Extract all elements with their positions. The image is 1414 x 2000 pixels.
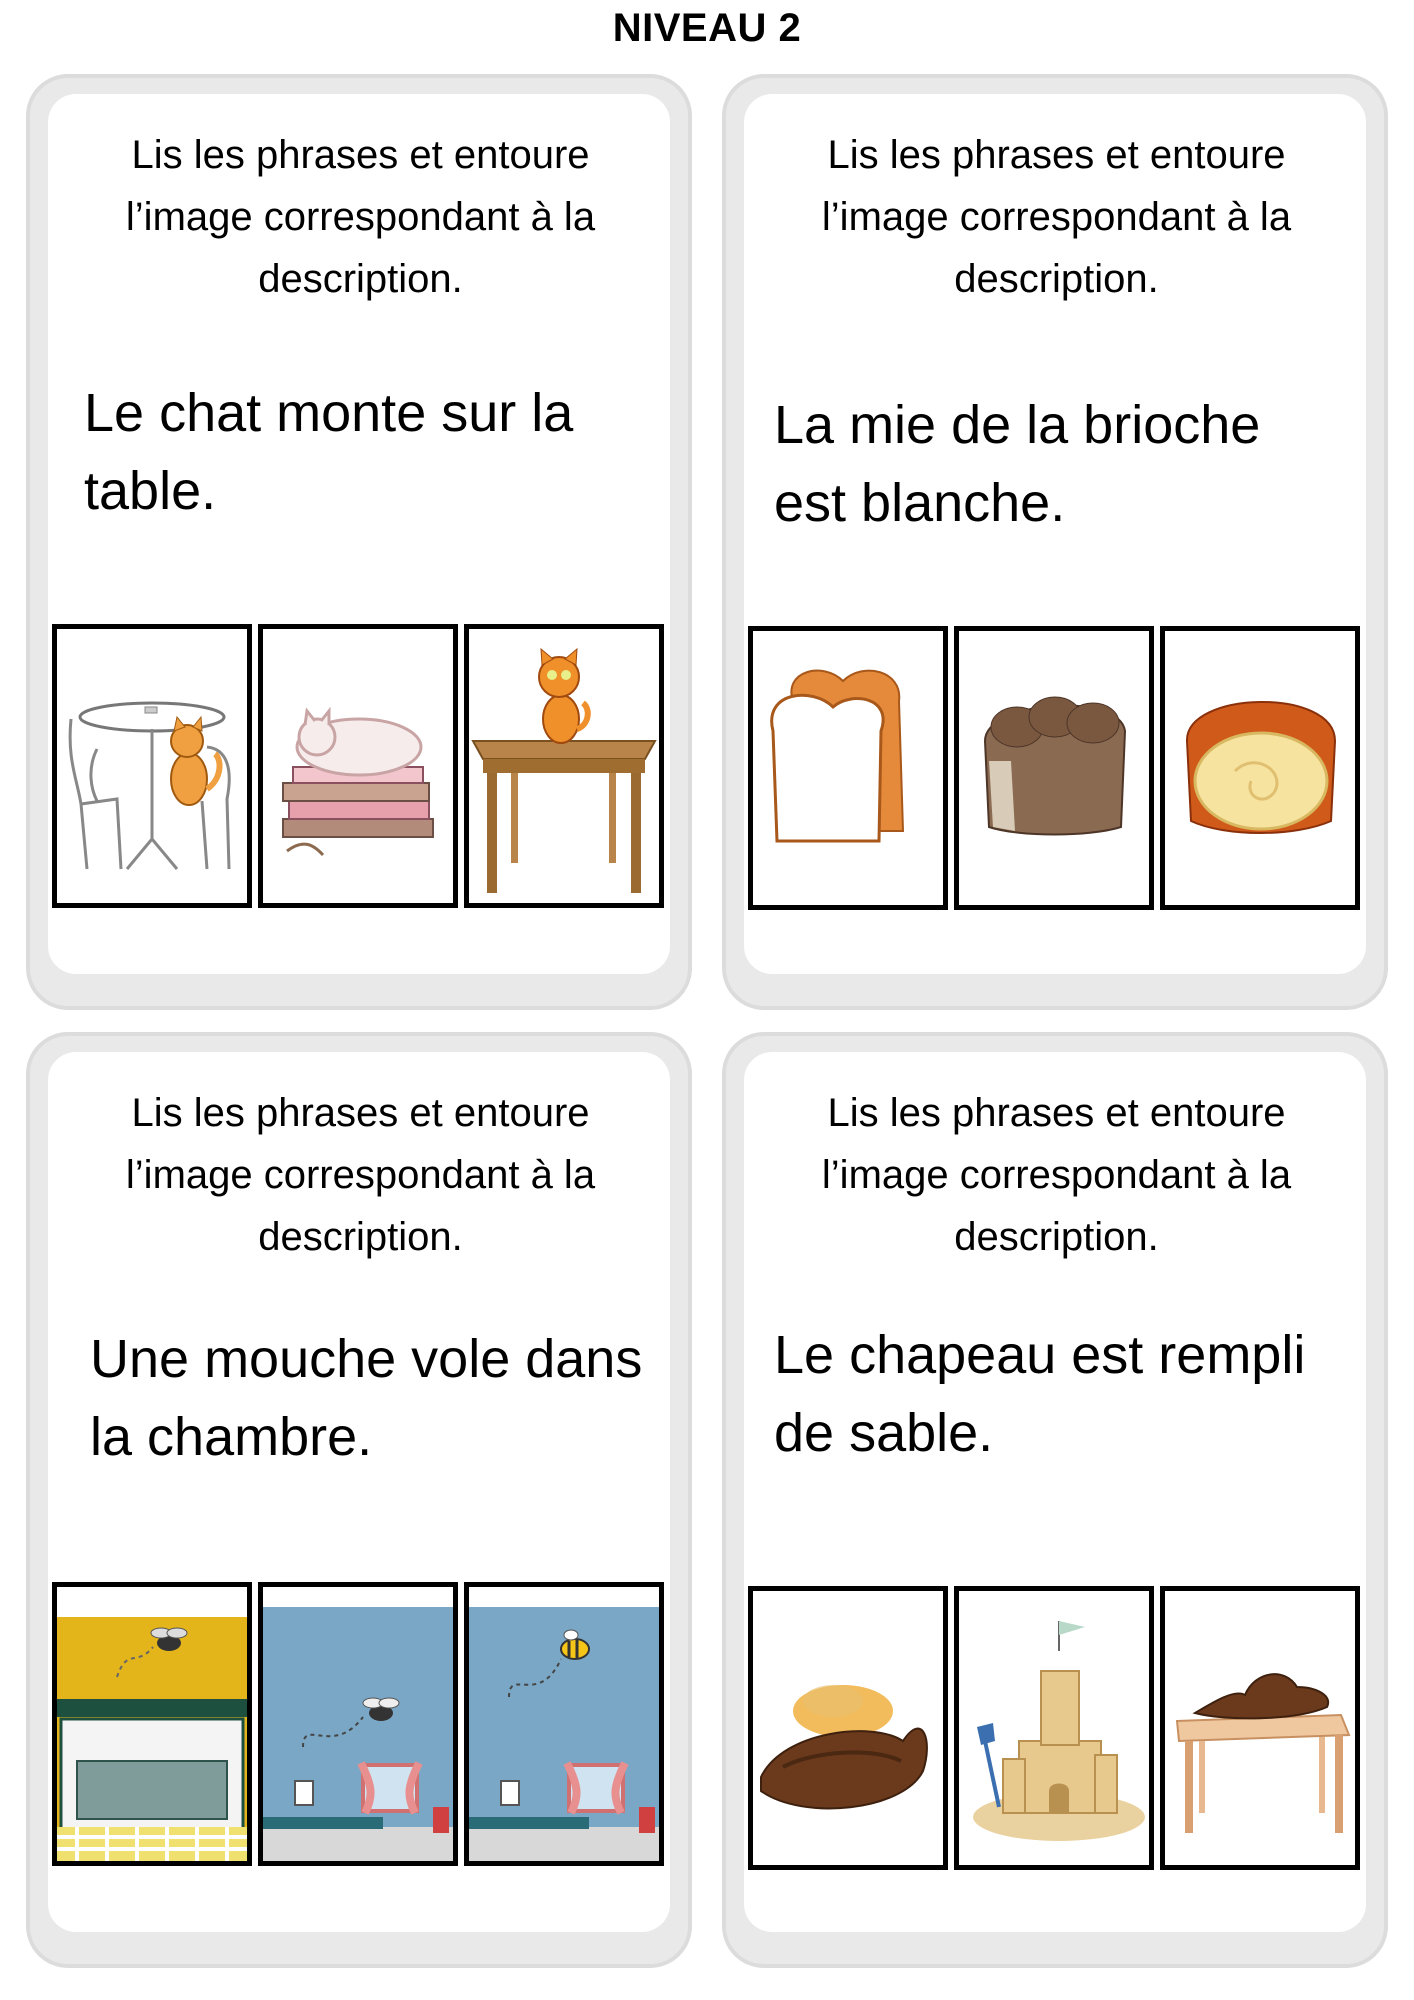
choice-picture-1[interactable]: [52, 624, 252, 908]
choice-picture-1[interactable]: [748, 1586, 948, 1870]
choice-picture-3[interactable]: [1160, 626, 1360, 910]
picture-choices: [52, 1582, 662, 1870]
card-content: [744, 94, 1366, 974]
cat-on-chair-icon: [57, 629, 247, 903]
page-title: NIVEAU 2: [612, 6, 802, 50]
card-instruction: Lis les phrases et entoure l’image correspondant à la description.: [821, 133, 1292, 301]
cat-sleeping-on-books-icon: [263, 629, 453, 903]
card-sentence: Le chat monte sur la table.: [84, 383, 574, 521]
bread-slice-icon: [753, 631, 943, 905]
picture-choices: [52, 624, 662, 912]
fly-in-kitchen-icon: [57, 1587, 247, 1861]
exercise-card-1: [26, 74, 692, 1010]
exercise-card-3: [26, 1032, 692, 1968]
card-content: [48, 1052, 670, 1932]
card-instruction: Lis les phrases et entoure l’image correspondant à la description.: [125, 133, 596, 301]
brioche-icon: [1165, 631, 1355, 905]
exercise-card-4: [722, 1032, 1388, 1968]
choice-picture-2[interactable]: [954, 626, 1154, 910]
choice-picture-3[interactable]: [464, 1582, 664, 1866]
picture-choices: [748, 1586, 1358, 1874]
exercise-card-2: [722, 74, 1388, 1010]
fly-in-bedroom-icon: [263, 1587, 453, 1861]
card-sentence: La mie de la brioche est blanche.: [774, 395, 1261, 533]
choice-picture-2[interactable]: [954, 1586, 1154, 1870]
card-instruction: Lis les phrases et entoure l’image correspondant à la description.: [821, 1091, 1292, 1259]
choice-picture-1[interactable]: [52, 1582, 252, 1866]
card-content: [744, 1052, 1366, 1932]
choice-picture-3[interactable]: [464, 624, 664, 908]
hat-on-table-icon: [1165, 1591, 1355, 1865]
card-sentence: Une mouche vole dans la chambre.: [90, 1329, 643, 1467]
card-instruction: Lis les phrases et entoure l’image correspondant à la description.: [125, 1091, 596, 1259]
card-sentence: Le chapeau est rempli de sable.: [774, 1325, 1306, 1463]
choice-picture-1[interactable]: [748, 626, 948, 910]
choice-picture-2[interactable]: [258, 624, 458, 908]
hat-full-of-sand-icon: [753, 1591, 943, 1865]
picture-choices: [748, 626, 1358, 914]
choice-picture-2[interactable]: [258, 1582, 458, 1866]
card-content: [48, 94, 670, 974]
choice-picture-3[interactable]: [1160, 1586, 1360, 1870]
bee-in-bedroom-icon: [469, 1587, 659, 1861]
cat-on-table-icon: [469, 629, 659, 903]
sandcastle-icon: [959, 1591, 1149, 1865]
brown-loaf-icon: [959, 631, 1149, 905]
